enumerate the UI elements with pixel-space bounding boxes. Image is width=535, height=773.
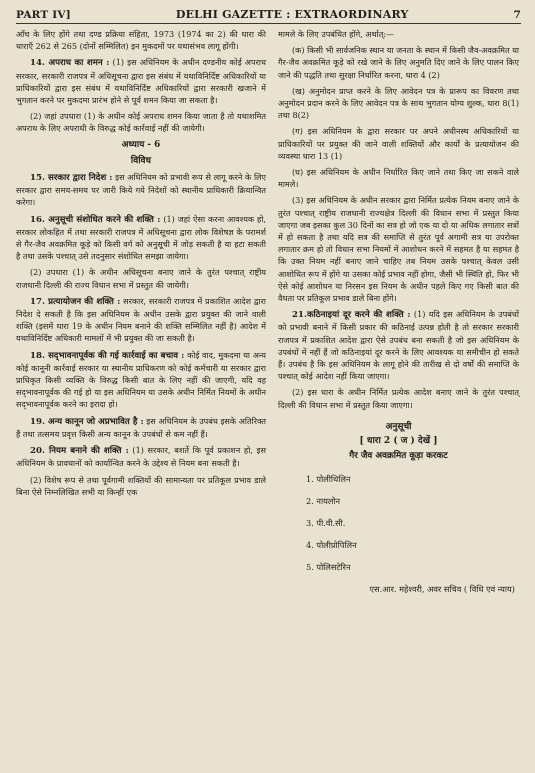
schedule-reference: [ धारा 2 ( ज ) देखें ] — [359, 436, 438, 447]
list-item: 1. पोलीथिलिन — [306, 473, 351, 484]
section-21-1: (1) यदि इस अधिनियम के उपबंधों को प्रभावी बनाने में किसी प्रकार की कठिनाई उत्पन्न होती है तो सरकार सरकारी राजपत्र में प्रकाशित आदेश द्वारा ऐसे उपबंध बना सकती है जो इस अधिनियम के उपबंधों में नहीं हैं जो कठिनाइयां दूर करने के लिए आवश्यक या समीचीन हो सकते हैं। उपबंध है कि इस अधिनियम के लागू होने की तारीख से दो वर्षों की समाप्ति के पश्चात् कोई आदेश नहीं किया जाएगा। — [278, 309, 519, 382]
chapter-heading: अध्याय - 6 — [121, 139, 161, 150]
list-item: 3. पी.वी.सी. — [306, 517, 346, 528]
paragraph-intro-left: आँच के लिए होंगे तथा दण्ड प्रक्रिया संहिता, 1973 (1974 का 2) की धारा की धाराएँ 262 से 265 (दोनों सम्मिलित) इन मुकदमों पर यथासंभव लागू होंगी। — [16, 29, 266, 52]
list-item: 2. नायलोन — [306, 495, 341, 506]
section-19-text: इस अधिनियम के उपबंध इसके अतिरिक्त हैं तथा तत्समय प्रवृत्त किसी अन्य कानून के उपबंधों से कम नहीं हैं। — [16, 415, 266, 439]
section-17 — [16, 295, 266, 345]
clause-ga: (ग) इस अधिनियम के द्वारा सरकार पर अपने अधीनस्थ अधिकारियों या प्राधिकारियों पर प्रयुक्त की जाने वाली शक्तियों और कार्यों के प्रत्यायोजन की व्यवस्था धारा 13 (1) — [278, 126, 519, 161]
section-20-heading: 20. नियम बनाने की शक्ति : — [30, 446, 129, 457]
schedule-title: अनुसूची — [385, 421, 412, 432]
section-16-heading: 16. अनुसूची संशोधित करने की शक्ति : — [30, 214, 161, 225]
paragraph-intro-right: मामले के लिए उपबंधित होंगे, अर्थात्:— — [278, 29, 395, 39]
schedule-list — [278, 473, 519, 574]
section-19-heading: 19. अन्य कानून जो अप्रभावित है : — [30, 416, 144, 427]
section-21-2: (2) इस धारा के अधीन निर्मित प्रत्येक आदेश बनाए जाने के तुरंत पश्चात् दिल्ली की विधान सभा में प्रस्तुत किया जाएगा। — [278, 387, 519, 410]
section-14-1: (1) इस अधिनियम के अधीन दण्डनीय कोई अपराध सरकार, सरकारी राजपत्र में अधिसूचना द्वारा इस संबंध में यथाविनिर्दिष्ट अधिकारियों या प्राधिकारियों द्वारा इस संबंध में यथाविनिर्दिष्ट अधिकारियों द्वारा सरकारी खजाने में भुगतान करने पर मुकदमा प्रारंभ होने से पूर्व शमन किया जा सकता है। — [16, 57, 266, 106]
part-label: PART IV] — [16, 9, 71, 21]
section-14-heading: 14. अपराध का शमन : — [30, 58, 110, 69]
chapter-title: विविध — [130, 155, 152, 166]
clause-kha: (ख) अनुमोदन प्राप्त करने के लिए आवेदन पत्र के प्रारूप का विवरण तथा अनुमोदन प्रदान करने के लिए आवेदन पत्र के साथ भुगतान योग्य शुल्क, धारा 8(1) तथा 8(2) — [278, 85, 519, 121]
section-16-2: (2) उपधारा (1) के अधीन अधिसूचना बनाए जाने के तुरंत पश्चात् राष्ट्रीय राजधानी दिल्ली की राज्य विधान सभा में प्रस्तुत की जायेगी। — [16, 267, 266, 290]
schedule-subtitle: गैर जैव अवक्रमित कूड़ा करकट — [349, 451, 448, 462]
section-16-1: (1) जहां ऐसा करना आवश्यक हो, सरकार लोकहित में तथा सरकारी राजपत्र में अधिसूचना द्वारा लोक विशेषज्ञ के परामर्श से गैर-जैव अवक्रमित कूड़े को किसी वर्ग को अनुसूची में जोड़ सकती है या हटा सकती है तथा उसके पश्चात् उसे तदनुसार संशोधित समझा जायेगा। — [16, 213, 266, 262]
section-20-3: (3) इस अधिनियम के अधीन सरकार द्वारा निर्मित प्रत्येक नियम बनाए जाने के तुरंत पश्चात् राष्ट्रीय राजधानी राज्यक्षेत्र दिल्ली की विधान सभा में प्रस्तुत किया जाएगा जब इसका कुल 30 दिनों का सत्र हो जो एक या दो या अधिक लगातार सत्रों में हो सकता है तथा यदि सत्र की समाप्ति से तुरंत पूर्व अगामी सत्र या उपरोक्त लगातार क्रम हो तो विधान सभा नियमों में आशोधन करने में सहमत है या सहमत है कि उक्त नियम नहीं बनाए जाने चाहिए तब नियम उसके पश्चात् केवल उसी आशोधित रूप में होंगे या उसका कोई प्रभाव नहीं होगा, जैसी भी स्थिति हो, फिर भी ऐसे कोई आशोधन या निरसन इस नियम के अधीन पहले किए गए किसी बात की वैधता पर प्रतिकूल प्रभाव डाले बिना होंगे। — [278, 195, 519, 304]
right-column — [278, 28, 519, 595]
section-15 — [16, 171, 266, 209]
section-21 — [278, 308, 519, 382]
left-column — [16, 28, 266, 595]
gazette-title: DELHI GAZETTE : EXTRAORDINARY — [175, 8, 409, 21]
section-15-text: इस अधिनियम को प्रभावी रूप से लागू करने के लिए सरकार द्वारा समय-समय पर जारी किये गये निदेशों को स्थानीय प्राधिकारी क्रियान्वित करेगा। — [16, 172, 266, 208]
section-17-heading: 17. प्रत्यायोजन की शक्ति : — [30, 296, 121, 307]
section-18-text: कोई वाद, मुकदमा या अन्य कोई कानूनी कार्रवाई सरकार या स्थानीय प्राधिकरण को कोई कर्मचारी या सरकार द्वारा प्राधिकृत किसी व्यक्ति के विरुद्ध किसी बात के लिए नहीं की जाएगी, यदि वह सद्‌भावनापूर्वक की गई हो या इस अधिनियम या उसके अधीन निर्मित नियमों के अधीन सद्‌भावनापूर्वक करने का इरादा हो। — [16, 349, 266, 410]
page-number: 7 — [513, 9, 521, 21]
section-18 — [16, 349, 266, 411]
section-21-heading: 21.कठिनाइयां दूर करने की शक्ति : — [292, 310, 411, 321]
list-item: 4. पोलीप्रोपिलिन — [306, 539, 357, 550]
section-18-heading: 18. सद्‌भावनापूर्वक की गई कार्रवाई का बचाव : — [30, 350, 185, 361]
section-19 — [16, 415, 266, 440]
signature-line: एस.आर. महेश्वरी, अवर सचिव ( विधि एवं न्याय) — [369, 583, 515, 594]
section-15-heading: 15. सरकार द्वारा निदेश : — [30, 173, 113, 184]
page-header — [16, 8, 521, 24]
section-16 — [16, 213, 266, 263]
clause-ka: (क) किसी भी सार्वजनिक स्थान या जनता के स्थान में किसी जैव-अवक्रमित या गैर-जैव अवक्रमित कूड़े को रखे जाने के लिए अनुमति दिए जाने के लिए पालन किए जाने की पद्धति तथा सुरक्षा निर्धारित करना, धारा 4 (2) — [278, 45, 519, 80]
section-14-2: (2) जहां उपधारा (1) के अधीन कोई अपराध शमन किया जाता है तो यथाशमित अपराध के लिए अपराधी के विरुद्ध कोई कार्रवाई नहीं की जायेगी। — [16, 111, 266, 134]
section-20-2: (2) विशेष रूप से तथा पूर्वगामी शक्तियों की सामान्यता पर प्रतिकूल प्रभाव डाले बिना ऐसे निम्नलिखित सभी या किन्हीं एक — [16, 474, 266, 497]
section-20-1: (1) सरकार, बशर्ते कि पूर्व प्रकाशन हो, इस अधिनियम के प्रावधानों को कार्यान्वित करने के उद्देश्य से नियम बना सकती है। — [16, 445, 266, 469]
content-columns — [16, 28, 521, 595]
clause-gha: (घ) इस अधिनियम के अधीन निर्धारित किए जाने तथा किए जा सकने वाले मामले। — [278, 167, 519, 190]
list-item: 5. पोलिसटेरिन — [306, 561, 351, 572]
section-17-text: सरकार, सरकारी राजपत्र में प्रकाशित आदेश द्वारा निदेश दे सकती है कि इस अधिनियम के अधीन उसके द्वारा प्रयुक्त की जाने वाली शक्ति (इसमें धारा 19 के अधीन नियम बनाने की शक्ति सम्मिलित नहीं है) आदेश में यथाविनिर्दिष्ट अधिकारी मामलों में भी प्रयुक्त की जा सकती है। — [16, 295, 266, 344]
section-20 — [16, 444, 266, 469]
section-14 — [16, 56, 266, 106]
